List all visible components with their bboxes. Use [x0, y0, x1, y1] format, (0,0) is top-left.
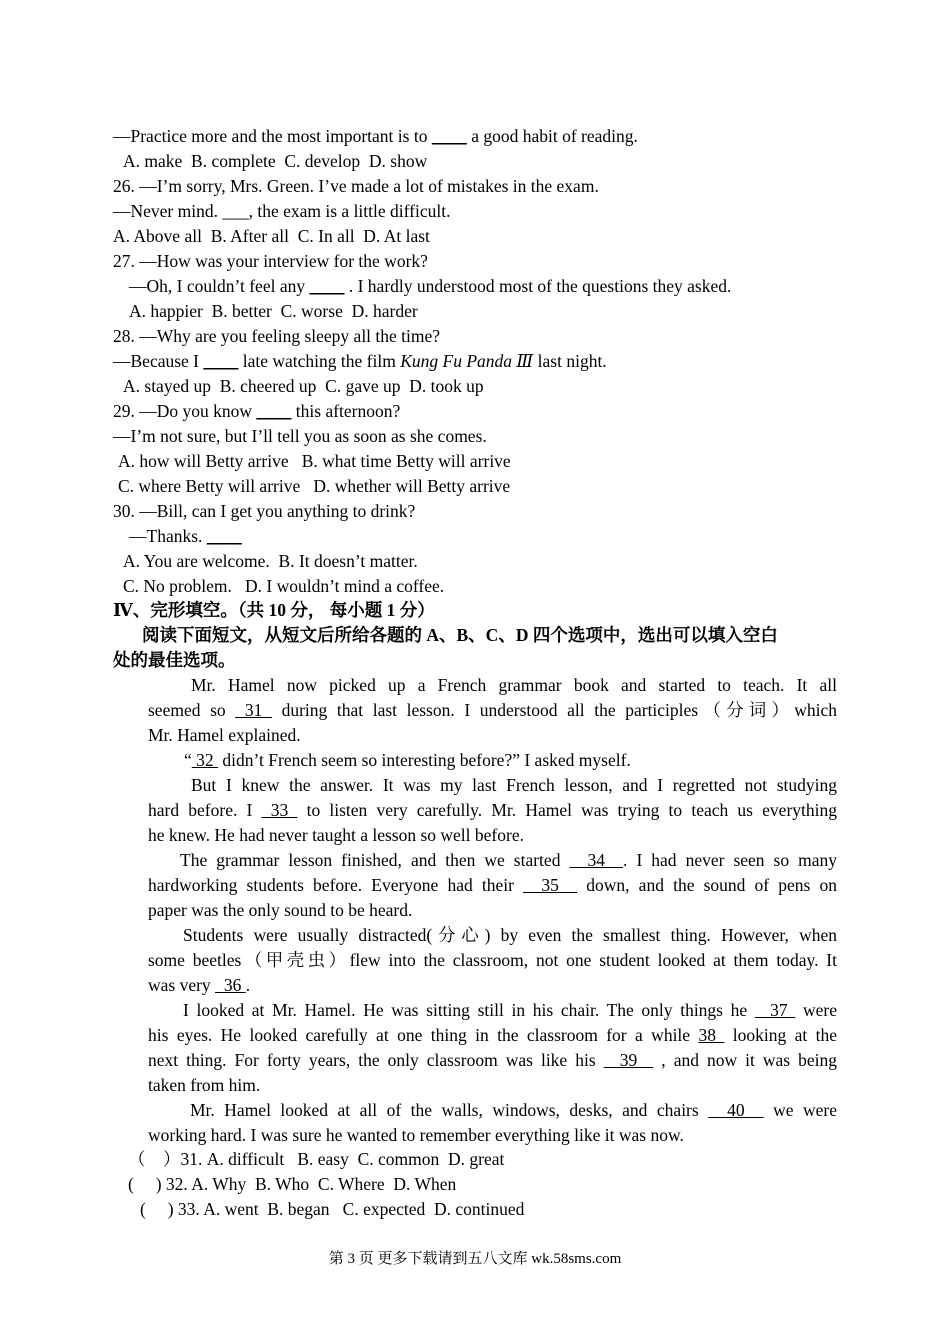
section-4-title: Ⅳ、完形填空。（共 10 分， 每小题 1 分）	[113, 600, 435, 620]
passage-p2-quote: “	[184, 750, 192, 770]
q26-question: 26. —I’m sorry, Mrs. Green. I’ve made a lot of mistakes in the exam.	[113, 176, 599, 196]
q30-blank: ____	[206, 526, 242, 546]
q27-answer	[129, 274, 731, 299]
choice-31: （ ）31. A. difficult B. easy C. common D. great	[128, 1149, 505, 1169]
q30-answer-pre: —Thanks.	[129, 526, 207, 546]
passage-p1-line3: Mr. Hamel explained.	[148, 725, 301, 745]
q26-options: A. Above all B. After all C. In all D. At last	[113, 226, 430, 246]
passage-p7-line1-pre: Mr. Hamel looked at all of the walls, windows, desks, and chairs	[190, 1100, 709, 1120]
passage-p6-line1-post: were	[803, 1000, 838, 1020]
blank-39: 39	[603, 1050, 654, 1070]
passage-p5-line3-pre: was very	[148, 975, 216, 995]
passage-p5-line3-post: .	[245, 975, 251, 995]
blank-37: 37	[754, 1000, 796, 1020]
q28-options: A. stayed up B. cheered up C. gave up D. took up	[123, 376, 484, 396]
blank-34: 34	[569, 850, 624, 870]
q27-options: A. happier B. better C. worse D. harder	[129, 301, 418, 321]
q27-question: 27. —How was your interview for the work?	[113, 251, 428, 271]
blank-33: 33	[261, 800, 298, 820]
passage-p6-line1-pre: I looked at Mr. Hamel. He was sitting still in his chair. The only things he	[183, 1000, 755, 1020]
q28-answer-pre: —Because I	[113, 351, 204, 371]
page-footer: 第 3 页 更多下载请到五八文库 wk.58sms.com	[328, 1251, 622, 1267]
passage-p6-line2	[148, 1023, 837, 1048]
passage-p3-line2-pre: hard before. I	[148, 800, 262, 820]
passage-p1-line2-post: during that last lesson. I understood all the participles（分词）which	[281, 700, 838, 720]
passage-p7-line1	[190, 1098, 837, 1123]
passage-p5-line3	[148, 973, 250, 998]
q25-answer-post: a good habit of reading.	[466, 126, 638, 146]
q25-options: A. make B. complete C. develop D. show	[123, 151, 428, 171]
passage-p6-line2-pre: his eyes. He looked carefully at one thing in the classroom for a while	[148, 1025, 699, 1045]
q30-answer	[129, 524, 242, 549]
passage-p6-line1	[183, 998, 837, 1023]
passage-p7-line2: working hard. I was sure he wanted to remember everything like it was now.	[148, 1125, 684, 1145]
q29-question	[113, 399, 400, 424]
choice-32: ( ) 32. A. Why B. Who C. Where D. When	[128, 1174, 457, 1194]
q28-answer	[113, 349, 607, 374]
passage-p3-line2	[148, 798, 837, 823]
q30-question: 30. —Bill, can I get you anything to drink?	[113, 501, 416, 521]
q29-question-post: this afternoon?	[291, 401, 401, 421]
passage-p6-line2-post: looking at the	[732, 1025, 837, 1045]
q27-answer-post: . I hardly understood most of the questions they asked.	[344, 276, 732, 296]
q28-blank: ____	[203, 351, 239, 371]
blank-38: 38	[698, 1025, 725, 1045]
passage-p5-line1: Students were usually distracted(分心) by even the smallest thing. However, when	[183, 925, 837, 945]
passage-p6-line3-pre: next thing. For forty years, the only classroom was like his	[148, 1050, 604, 1070]
passage-p4-line1-pre: The grammar lesson finished, and then we started	[180, 850, 570, 870]
section-4-instruction-2: 处的最佳选项。	[113, 650, 236, 670]
q29-options-2: C. where Betty will arrive D. whether will Betty arrive	[118, 476, 511, 496]
passage-p3-line1: But I knew the answer. It was my last French lesson, and I regretted not studying	[191, 775, 837, 795]
passage-p1-line2	[148, 698, 837, 723]
blank-32: 32	[191, 750, 219, 770]
q28-question: 28. —Why are you feeling sleepy all the time?	[113, 326, 441, 346]
passage-p4-line1-post: . I had never seen so many	[623, 850, 838, 870]
q29-question-pre: 29. —Do you know	[113, 401, 257, 421]
q29-answer: —I’m not sure, but I’ll tell you as soon as she comes.	[113, 426, 487, 446]
blank-31: 31	[235, 700, 272, 720]
passage-p3-line3: he knew. He had never taught a lesson so well before.	[148, 825, 524, 845]
q27-answer-pre: —Oh, I couldn’t feel any	[129, 276, 310, 296]
q28-film-title: Kung Fu Panda Ⅲ	[400, 351, 534, 371]
passage-p1-line2-pre: seemed so	[148, 700, 236, 720]
blank-36: 36	[215, 975, 246, 995]
blank-35: 35	[523, 875, 578, 895]
q30-options-1: A. You are welcome. B. It doesn’t matter.	[123, 551, 418, 571]
q25-answer-pre: —Practice more and the most important is to	[113, 126, 432, 146]
q25-blank: ____	[431, 126, 467, 146]
passage-p6-line3	[148, 1048, 837, 1073]
passage-p4-line2	[148, 873, 837, 898]
passage-p3-line2-post: to listen very carefully. Mr. Hamel was trying to teach us everything	[306, 800, 838, 820]
passage-p2	[184, 748, 631, 773]
section-4-instruction-1: 阅读下面短文，从短文后所给各题的 A、B、C、D 四个选项中，选出可以填入空白	[142, 625, 778, 645]
passage-p4-line2-post: down, and the sound of pens on	[586, 875, 837, 895]
passage-p6-line4: taken from him.	[148, 1075, 261, 1095]
q29-blank: ____	[256, 401, 292, 421]
q27-blank: ____	[309, 276, 345, 296]
blank-40: 40	[708, 1100, 764, 1120]
passage-p1-line1: Mr. Hamel now picked up a French grammar book and started to teach. It all	[191, 675, 837, 695]
passage-p4-line2-pre: hardworking students before. Everyone had their	[148, 875, 524, 895]
passage-p4-line3: paper was the only sound to be heard.	[148, 900, 413, 920]
passage-p5-line2: some beetles（甲壳虫）flew into the classroom, not one student looked at them today. It	[148, 950, 837, 970]
q29-options-1: A. how will Betty arrive B. what time Betty will arrive	[118, 451, 511, 471]
q30-options-2: C. No problem. D. I wouldn’t mind a coffee.	[123, 576, 445, 596]
choice-33: ( ) 33. A. went B. began C. expected D. continued	[140, 1199, 525, 1219]
passage-p6-line3-post: , and now it was being	[661, 1050, 838, 1070]
q28-answer-post: last night.	[533, 351, 607, 371]
q26-answer: —Never mind. ___, the exam is a little difficult.	[113, 201, 451, 221]
q25-answer	[113, 124, 638, 149]
q28-answer-mid: late watching the film	[238, 351, 401, 371]
passage-p4-line1	[180, 848, 837, 873]
passage-p7-line1-post: we were	[773, 1100, 838, 1120]
passage-p2-post: didn’t French seem so interesting before?” I asked myself.	[218, 750, 631, 770]
